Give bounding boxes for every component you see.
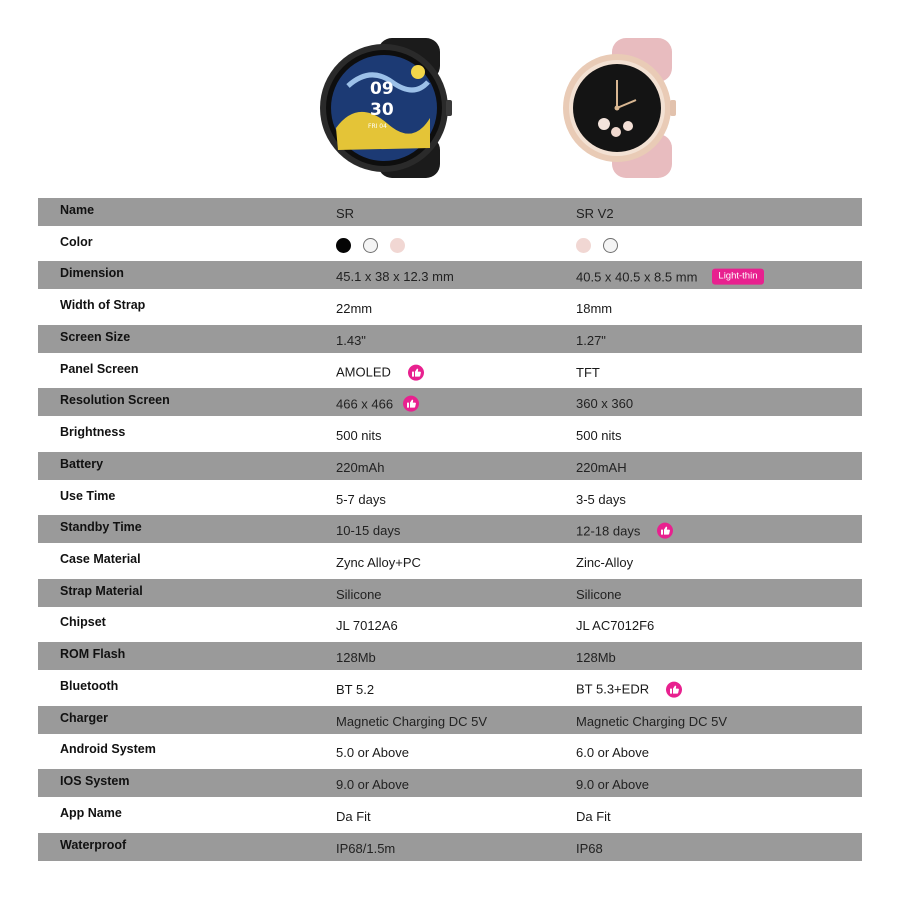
srv2-value: IP68 [576, 840, 603, 856]
row-android-system [38, 737, 862, 765]
product-images [0, 38, 900, 188]
sr-value: Magnetic Charging DC 5V [336, 713, 488, 729]
srv2-value-group [576, 269, 764, 285]
sr-watch-image [318, 38, 458, 178]
sr-value: 128Mb [336, 650, 376, 666]
srv2-color-options [576, 238, 630, 253]
row-bluetooth [38, 674, 862, 702]
sr-value: JL 7012A6 [336, 618, 398, 634]
sr-value: 500 nits [336, 428, 382, 444]
row-label: Panel Screen [60, 361, 139, 376]
light-thin-badge: Light-thin [712, 269, 763, 285]
srv2-watch-image [560, 38, 690, 178]
srv2-value: Magnetic Charging DC 5V [576, 713, 728, 729]
sr-value: Zync Alloy+PC [336, 555, 421, 571]
thumbs-up-icon [403, 396, 419, 412]
sr-value: AMOLED [336, 364, 391, 380]
sr-value-group [336, 364, 424, 380]
row-label: Dimension [60, 266, 124, 281]
srv2-value: Da Fit [576, 808, 611, 824]
sr-value: 466 x 466 [336, 396, 394, 412]
row-label: Waterproof [60, 837, 127, 852]
watch-day: FRI 04 [368, 123, 387, 130]
row-standby-time [38, 515, 862, 543]
row-label: Battery [60, 456, 104, 471]
row-label: App Name [60, 805, 122, 820]
srv2-value: 18mm [576, 301, 613, 317]
pink-swatch[interactable] [576, 238, 591, 253]
row-label: Use Time [60, 488, 116, 503]
white-swatch[interactable] [603, 238, 618, 253]
sr-value: 5.0 or Above [336, 745, 409, 761]
thumbs-up-icon [666, 682, 682, 698]
srv2-value: JL AC7012F6 [576, 618, 655, 634]
thumbs-up-icon [408, 364, 424, 380]
srv2-value: 3-5 days [576, 491, 626, 507]
sr-value: 220mAh [336, 459, 385, 475]
sr-value: BT 5.2 [336, 681, 375, 697]
row-label: Android System [60, 742, 156, 757]
sr-value: 5-7 days [336, 491, 386, 507]
thumbs-up-icon [657, 523, 673, 539]
row-use-time [38, 484, 862, 512]
srv2-value: SR V2 [576, 205, 614, 221]
row-label: Bluetooth [60, 678, 119, 693]
black-swatch[interactable] [336, 238, 351, 253]
srv2-value: 500 nits [576, 428, 622, 444]
row-label: Chipset [60, 615, 106, 630]
srv2-value: 6.0 or Above [576, 745, 649, 761]
spec-table [38, 198, 862, 864]
row-label: Color [60, 234, 93, 249]
watch-minute: 30 [370, 100, 394, 120]
sr-value: 45.1 x 38 x 12.3 mm [336, 269, 454, 285]
row-rom-flash [38, 642, 862, 670]
row-label: Brightness [60, 424, 126, 439]
row-battery [38, 452, 862, 480]
row-label: Resolution Screen [60, 393, 170, 408]
row-color [38, 230, 862, 258]
sr-value-group [336, 396, 419, 412]
row-screen-size [38, 325, 862, 353]
row-brightness [38, 420, 862, 448]
row-label: ROM Flash [60, 647, 126, 662]
srv2-value: 12-18 days [576, 523, 641, 539]
row-label: Width of Strap [60, 298, 146, 313]
sr-value: 9.0 or Above [336, 777, 409, 793]
srv2-value: 40.5 x 40.5 x 8.5 mm [576, 269, 698, 285]
sr-value: Silicone [336, 586, 382, 602]
row-label: IOS System [60, 774, 130, 789]
row-label: Charger [60, 710, 108, 725]
srv2-value: BT 5.3+EDR [576, 682, 650, 698]
row-charger [38, 706, 862, 734]
watch-hour: 09 [370, 79, 394, 99]
row-label: Strap Material [60, 583, 143, 598]
srv2-value-group [576, 682, 682, 698]
row-chipset [38, 611, 862, 639]
sr-value: 22mm [336, 301, 373, 317]
sr-value: 1.43" [336, 332, 366, 348]
pink-swatch[interactable] [390, 238, 405, 253]
srv2-value-group [576, 523, 673, 539]
sr-color-options [336, 238, 417, 253]
sr-value: IP68/1.5m [336, 840, 396, 856]
row-label: Screen Size [60, 329, 131, 344]
sr-value: Da Fit [336, 808, 371, 824]
srv2-value: Zinc-Alloy [576, 555, 634, 571]
srv2-value: 220mAH [576, 459, 627, 475]
white-swatch[interactable] [363, 238, 378, 253]
srv2-value: 9.0 or Above [576, 777, 649, 793]
row-ios-system [38, 769, 862, 797]
sr-value: SR [336, 205, 355, 221]
sr-value: 10-15 days [336, 523, 401, 539]
row-dimension [38, 261, 862, 289]
row-waterproof [38, 833, 862, 861]
row-case-material [38, 547, 862, 575]
srv2-value: 1.27" [576, 332, 606, 348]
srv2-value: TFT [576, 364, 600, 380]
row-width-of-strap [38, 293, 862, 321]
srv2-value: 128Mb [576, 650, 616, 666]
row-app-name [38, 801, 862, 829]
row-label: Case Material [60, 551, 141, 566]
row-strap-material [38, 579, 862, 607]
row-panel-screen [38, 357, 862, 385]
srv2-value: 360 x 360 [576, 396, 634, 412]
row-name [38, 198, 862, 226]
row-label: Name [60, 202, 95, 217]
row-resolution-screen [38, 388, 862, 416]
row-label: Standby Time [60, 520, 142, 535]
srv2-value: Silicone [576, 586, 622, 602]
